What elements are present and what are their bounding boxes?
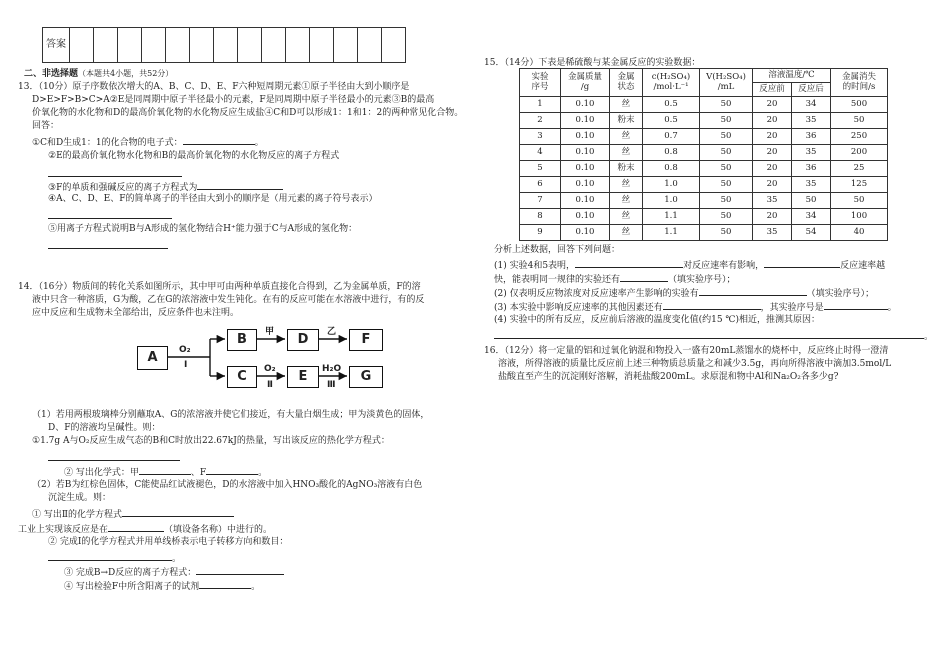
q13-part1-blank[interactable] <box>183 136 255 145</box>
q14-line2: 液中只含一种溶质，G为酸，乙在G的浓溶液中发生钝化。在有的反应可能在水溶液中进行，有的反 <box>32 295 425 305</box>
q15-a2-blank[interactable] <box>620 273 668 282</box>
q13-part4-blank-line <box>48 210 172 222</box>
q16-line2: 溶液，所得溶液的质量比反应前上述三种物质总质量之和减少3.5g，再向所得溶液中滴加3.5mol/L <box>498 359 892 369</box>
node-f: F <box>349 329 383 351</box>
node-d: D <box>287 329 319 351</box>
q15-a4-blank2[interactable] <box>824 301 888 310</box>
answer-cell[interactable] <box>118 28 142 63</box>
q16-line1: 16．（12分）将一定量的铝和过氧化钠混和物投入一盛有20mL蒸馏水的烧杯中，反应终止时得一澄清 <box>484 346 889 356</box>
q14-p2f-blank[interactable] <box>48 552 172 561</box>
answer-grid <box>42 27 406 63</box>
q13-part2: ②E的最高价氧化物水化物和B的最高价氧化物的水化物反应的离子方程式 <box>48 151 340 161</box>
q15-a6-line <box>494 330 933 342</box>
table-cell: 粉末 <box>610 113 643 129</box>
table-cell: 35 <box>753 193 792 209</box>
table-cell: 丝 <box>610 129 643 145</box>
q15-a4-mid: ，其实验序号是 <box>760 303 824 313</box>
table-cell: 35 <box>792 113 831 129</box>
q15-a1 <box>494 259 885 271</box>
table-cell: 100 <box>831 209 888 225</box>
table-cell: 粉末 <box>610 161 643 177</box>
table-cell: 20 <box>753 97 792 113</box>
table-cell: 9 <box>520 225 561 241</box>
q13-line2: D>E>F>B>C>A②E是同周期中原子半径最小的元素，F是同周期中原子半径最小的元素③B的最高 <box>32 95 435 105</box>
th-mass: 金属质量 /g <box>561 69 610 97</box>
q15-a3-text: (2) 仅表明反应物浓度对反应速率产生影响的实验有 <box>494 289 699 299</box>
q14-p2c <box>32 508 234 520</box>
q14-p2g <box>64 566 284 578</box>
answer-cell[interactable] <box>190 28 214 63</box>
q14-p1b: D、F的溶液均呈碱性。则： <box>48 423 161 433</box>
table-cell: 0.10 <box>561 225 610 241</box>
experiment-table <box>519 68 888 241</box>
table-row <box>520 209 888 225</box>
conversion-diagram <box>122 320 402 395</box>
table-cell: 36 <box>792 161 831 177</box>
q13-part5-blank-line <box>48 240 168 252</box>
table-cell: 5 <box>520 161 561 177</box>
q14-line3: 应中反应和生成物未全部给出，反应条件也未注明。 <box>32 308 240 318</box>
q15-a1-blank1[interactable] <box>575 259 683 268</box>
table-cell: 20 <box>753 113 792 129</box>
q14-p1e <box>64 466 267 478</box>
table-cell: 20 <box>753 129 792 145</box>
table-cell: 20 <box>753 209 792 225</box>
table-cell: 丝 <box>610 145 643 161</box>
table-cell: 50 <box>831 113 888 129</box>
answer-cell[interactable] <box>166 28 190 63</box>
th-state: 金属 状态 <box>610 69 643 97</box>
table-cell: 250 <box>831 129 888 145</box>
q15-a0: 分析上述数据，回答下列问题： <box>494 245 621 255</box>
table-cell: 35 <box>753 225 792 241</box>
q13-line3: 价氧化物的水化物和D的最高价氧化物的水化物反应生成盐④C和D可以形成1：1和1：2的两种常见化合物。 <box>32 108 464 118</box>
q15-a6-blank[interactable] <box>494 330 924 339</box>
q14-p2d-end: （填设备名称）中进行的。 <box>164 525 273 535</box>
table-cell: 丝 <box>610 225 643 241</box>
q15-a3-end: （填实验序号）； <box>806 289 875 299</box>
table-cell: 50 <box>700 193 753 209</box>
table-cell: 丝 <box>610 193 643 209</box>
answer-cell[interactable] <box>358 28 382 63</box>
section-title: 二、非选择题 <box>24 69 79 79</box>
table-cell: 8 <box>520 209 561 225</box>
table-cell: 35 <box>792 177 831 193</box>
q14-p2d <box>18 523 272 535</box>
table-cell: 35 <box>792 145 831 161</box>
q14-p2g-text: ③ 完成B→D反应的离子方程式： <box>64 568 197 578</box>
table-cell: 0.8 <box>643 145 700 161</box>
th-volume: V(H₂SO₄) /mL <box>700 69 753 97</box>
table-cell: 丝 <box>610 97 643 113</box>
q15-a4-end: 。 <box>887 303 897 313</box>
node-b: B <box>227 329 257 351</box>
table-cell: 0.10 <box>561 209 610 225</box>
q14-p2c-blank[interactable] <box>122 508 234 517</box>
table-cell: 0.5 <box>643 113 700 129</box>
table-cell: 0.10 <box>561 193 610 209</box>
table-cell: 0.5 <box>643 97 700 113</box>
q13-part2-blank-line <box>48 168 182 180</box>
label-roman-2: Ⅱ <box>267 380 273 390</box>
q14-p2f-end: 。 <box>172 554 182 564</box>
q14-p2h-end: 。 <box>251 582 261 592</box>
q13-part4-blank[interactable] <box>48 210 172 219</box>
q13-part1-text: ①C和D生成1：1的化合物的电子式： <box>32 138 183 148</box>
q15-a1-text: (1) 实验4和5表明， <box>494 261 576 271</box>
table-row <box>520 177 888 193</box>
node-g: G <box>349 366 383 388</box>
table-cell: 50 <box>792 193 831 209</box>
th-time: 金属消失 的时间/s <box>831 69 888 97</box>
label-roman-3: Ⅲ <box>327 380 336 390</box>
table-cell: 50 <box>700 225 753 241</box>
answer-label: 答案 <box>43 28 70 63</box>
table-cell: 50 <box>700 209 753 225</box>
q15-a4 <box>494 301 897 313</box>
q14-p2h-text: ④ 写出检验F中所含阳离子的试剂 <box>64 582 200 592</box>
table-cell: 20 <box>753 177 792 193</box>
q14-p1e-text: ② 写出化学式：甲 <box>64 468 139 478</box>
table-cell: 50 <box>700 177 753 193</box>
node-a: A <box>137 346 168 370</box>
table-cell: 0.7 <box>643 129 700 145</box>
q15-a6-end: 。 <box>924 332 934 342</box>
answer-cell[interactable] <box>310 28 334 63</box>
q15-a1-blank2[interactable] <box>764 259 840 268</box>
q15-title: 15．（14分）下表是稀硫酸与某金属反应的实验数据： <box>484 58 701 68</box>
q14-p1: （1）若用两根玻璃棒分别蘸取A、G的浓溶液并使它们接近，有大量白烟生成；甲为淡黄色的固体， <box>32 410 430 420</box>
table-row <box>520 97 888 113</box>
q14-p1d-blank[interactable] <box>48 452 180 461</box>
answer-cell[interactable] <box>238 28 262 63</box>
q13-part5-blank[interactable] <box>48 240 168 249</box>
table-cell: 6 <box>520 177 561 193</box>
node-c: C <box>227 366 257 388</box>
table-cell: 200 <box>831 145 888 161</box>
answer-cell[interactable] <box>286 28 310 63</box>
table-body <box>520 97 888 241</box>
answer-cell[interactable] <box>382 28 406 63</box>
q14-p1d-line <box>48 452 180 464</box>
table-cell: 丝 <box>610 209 643 225</box>
table-cell: 1 <box>520 97 561 113</box>
q15-a4-text: (3) 本实验中影响反应速率的其他因素还有 <box>494 303 663 313</box>
q13-part1-end: 。 <box>254 138 264 148</box>
table-cell: 50 <box>700 97 753 113</box>
table-cell: 2 <box>520 113 561 129</box>
answer-cell[interactable] <box>214 28 238 63</box>
q14-p1e-end: 。 <box>258 468 268 478</box>
q14-p2e: ② 完成Ⅰ的化学方程式并用单线桥表示电子转移方向和数目： <box>48 537 289 547</box>
table-cell: 125 <box>831 177 888 193</box>
table-row <box>520 145 888 161</box>
table-cell: 0.10 <box>561 161 610 177</box>
q14-p2: （2）若B为红棕色固体，C能使品红试液褪色，D的水溶液中加入HNO₃酸化的AgNO₃溶液有白色 <box>32 480 423 490</box>
table-cell: 1.1 <box>643 225 700 241</box>
q13-line1: 13．（10分）原子序数依次增大的A、B、C、D、E、F六种短周期元素①原子半径由大到小顺序是 <box>18 82 410 92</box>
q14-p2g-blank[interactable] <box>196 566 284 575</box>
table-cell: 50 <box>700 145 753 161</box>
q15-a2 <box>494 273 736 285</box>
q13-answer-heading: 回答： <box>32 121 60 131</box>
label-jia: 甲 <box>265 327 275 337</box>
label-roman-1: I <box>184 360 188 370</box>
table-row <box>520 161 888 177</box>
q14-f-blank[interactable] <box>206 466 258 475</box>
q14-jia-blank[interactable] <box>139 466 191 475</box>
q15-a4-blank1[interactable] <box>663 301 761 310</box>
table-cell: 34 <box>792 209 831 225</box>
q13-part2-blank[interactable] <box>48 168 182 177</box>
table-cell: 1.0 <box>643 193 700 209</box>
table-cell: 20 <box>753 161 792 177</box>
th-exp-no: 实验 序号 <box>520 69 561 97</box>
table-cell: 7 <box>520 193 561 209</box>
th-temp: 溶液温度/℃ <box>753 69 831 83</box>
table-cell: 50 <box>700 161 753 177</box>
answer-cell[interactable] <box>334 28 358 63</box>
q15-a5: (4) 实验中的所有反应，反应前后溶液的温度变化值(约15 ℃)相近，推测其原因： <box>494 315 821 325</box>
label-h2o: H₂O <box>322 364 342 374</box>
q14-p2c-text: ① 写出Ⅱ的化学方程式 <box>32 510 122 520</box>
table-cell: 0.10 <box>561 113 610 129</box>
table-cell: 0.10 <box>561 97 610 113</box>
table-row <box>520 225 888 241</box>
table-cell: 25 <box>831 161 888 177</box>
q15-a1-end: 反应速率越 <box>840 261 886 271</box>
table-cell: 1.0 <box>643 177 700 193</box>
table-cell: 500 <box>831 97 888 113</box>
table-cell: 50 <box>831 193 888 209</box>
q14-p2f-line <box>48 552 181 564</box>
q14-p2d-text: 工业上实现该反应是在 <box>18 525 109 535</box>
q13-part4: ④A、C、D、E、F的简单离子的半径由大到小的顺序是（用元素的离子符号表示） <box>48 194 378 204</box>
th-conc: c(H₂SO₄) /mol·L⁻¹ <box>643 69 700 97</box>
q14-p2d-blank[interactable] <box>108 523 164 532</box>
table-cell: 丝 <box>610 177 643 193</box>
q13-part3-blank[interactable] <box>197 181 283 190</box>
table-row <box>520 113 888 129</box>
q14-p2b: 沉淀生成。则： <box>48 493 112 503</box>
answer-cell[interactable] <box>94 28 118 63</box>
table-cell: 0.8 <box>643 161 700 177</box>
table-cell: 0.10 <box>561 145 610 161</box>
q15-a2-text: 快，能表明同一规律的实验还有 <box>494 275 621 285</box>
table-row <box>520 193 888 209</box>
q16-line3: 盐酸直至产生的沉淀刚好溶解，消耗盐酸200mL。求原混和物中Al和Na₂O₂各多少g? <box>498 372 839 382</box>
answer-cell[interactable] <box>142 28 166 63</box>
table-cell: 1.1 <box>643 209 700 225</box>
q13-part3-text: ③F的单质和强碱反应的离子方程式为 <box>48 183 198 193</box>
label-o2-2: O₂ <box>264 364 276 374</box>
table-cell: 0.10 <box>561 129 610 145</box>
table-cell: 36 <box>792 129 831 145</box>
table-cell: 40 <box>831 225 888 241</box>
q13-part1 <box>32 136 264 148</box>
table-cell: 54 <box>792 225 831 241</box>
q14-p2h-blank[interactable] <box>199 580 251 589</box>
q15-a2-end: （填实验序号）； <box>668 275 736 285</box>
q15-a3 <box>494 287 874 299</box>
th-temp-after: 反应后 <box>792 83 831 97</box>
table-header-row <box>520 69 888 83</box>
table-row <box>520 129 888 145</box>
q15-a1-mid: 对反应速率有影响， <box>683 261 765 271</box>
q14-p1e-f: 、F <box>190 468 207 478</box>
q13-part5: ⑤用离子方程式说明B与A形成的氢化物结合H⁺能力强于C与A形成的氢化物： <box>48 224 358 234</box>
q13-part3 <box>48 181 283 193</box>
table-cell: 20 <box>753 145 792 161</box>
q15-a3-blank[interactable] <box>699 287 807 296</box>
section-heading <box>24 69 173 79</box>
q14-p1c: ①1.7g A与O₂反应生成气态的B和C时放出22.67kJ的热量，写出该反应的热化学方程式： <box>32 436 390 446</box>
table-cell: 50 <box>700 113 753 129</box>
table-cell: 0.10 <box>561 177 610 193</box>
table-cell: 4 <box>520 145 561 161</box>
q14-line1: 14．（16分）物质间的转化关系如图所示，其中甲可由两种单质直接化合得到，乙为金属单质，F的溶 <box>18 282 421 292</box>
label-o2-1: O₂ <box>179 345 191 355</box>
node-e: E <box>287 366 319 388</box>
table-cell: 50 <box>700 129 753 145</box>
section-note: （本题共4小题，共52分） <box>78 69 174 78</box>
table-cell: 34 <box>792 97 831 113</box>
answer-cell[interactable] <box>70 28 94 63</box>
answer-cell[interactable] <box>262 28 286 63</box>
q14-p2h <box>64 580 260 592</box>
th-temp-before: 反应前 <box>753 83 792 97</box>
table-cell: 3 <box>520 129 561 145</box>
label-yi: 乙 <box>327 327 337 337</box>
